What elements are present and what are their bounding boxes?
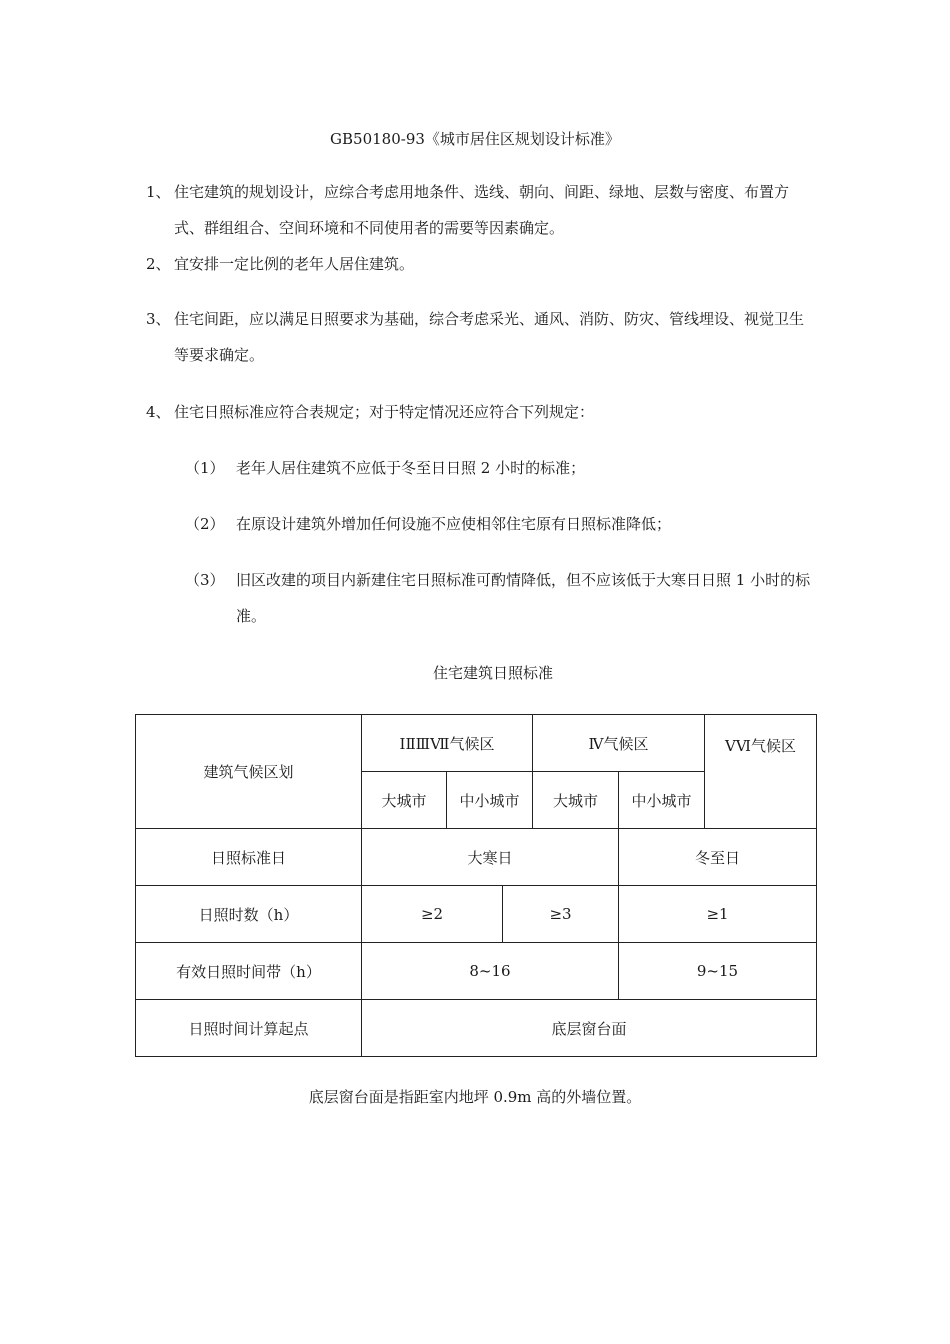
band-a-cell: 8~16 (362, 943, 619, 1000)
table-row (136, 1000, 817, 1057)
list-item-2 (146, 246, 816, 282)
std-day-label-cell: 日照标准日 (136, 829, 362, 886)
zone-label-cell: 建筑气候区划 (136, 715, 362, 829)
list-item-text: 宜安排一定比例的老年人居住建筑。 (174, 255, 415, 273)
list-item-text: 住宅日照标准应符合表规定；对于特定情况还应符合下列规定： (174, 403, 595, 421)
sub-item-number: （1） (185, 459, 225, 477)
table-row (136, 943, 817, 1000)
big-city-b-cell: 大城市 (533, 772, 619, 829)
sunlight-standard-table (135, 714, 817, 1057)
list-item-number: 2、 (146, 255, 171, 273)
band-label-cell: 有效日照时间带（h） (136, 943, 362, 1000)
sub-item-number: （3） (185, 571, 225, 589)
table-row (136, 829, 817, 886)
start-label-cell: 日照时间计算起点 (136, 1000, 362, 1057)
std-day-b-cell: 冬至日 (619, 829, 817, 886)
list-item-3 (146, 301, 816, 373)
big-city-a-cell: 大城市 (362, 772, 447, 829)
table-footnote: 底层窗台面是指距室内地坪 0.9m 高的外墙位置。 (308, 1088, 642, 1106)
sub-item-text: 在原设计建筑外增加任何设施不应使相邻住宅原有日照标准降低； (236, 515, 672, 533)
hours-label-cell: 日照时数（h） (136, 886, 362, 943)
band-b-cell: 9~15 (619, 943, 817, 1000)
sub-item-text: 旧区改建的项目内新建住宅日照标准可酌情降低，但不应该低于大寒日日照 1 小时的标准。 (236, 571, 811, 625)
sub-item-text: 老年人居住建筑不应低于冬至日日照 2 小时的标准； (236, 459, 586, 477)
sub-item-3 (185, 562, 815, 634)
list-item-number: 3、 (146, 310, 171, 328)
table-row (136, 886, 817, 943)
small-city-a-cell: 中小城市 (447, 772, 533, 829)
table-row (136, 715, 817, 772)
list-item-number: 1、 (146, 183, 171, 201)
hours-a-cell: ≥2 (362, 886, 503, 943)
sub-item-number: （2） (185, 515, 225, 533)
start-value-cell: 底层窗台面 (362, 1000, 817, 1057)
hours-c-cell: ≥1 (619, 886, 817, 943)
zone-c-cell: ⅤⅥ气候区 (705, 715, 817, 829)
table-title: 住宅建筑日照标准 (432, 664, 553, 682)
std-day-a-cell: 大寒日 (362, 829, 619, 886)
document-title: GB50180-93《城市居住区规划设计标准》 (330, 130, 620, 148)
hours-b-cell: ≥3 (503, 886, 619, 943)
zone-a-cell: ⅠⅡⅢⅦ气候区 (362, 715, 533, 772)
list-item-number: 4、 (146, 403, 171, 421)
sub-item-1 (185, 450, 815, 486)
sub-item-2 (185, 506, 815, 542)
zone-b-cell: Ⅳ气候区 (533, 715, 705, 772)
list-item-1 (146, 174, 816, 246)
list-item-text: 住宅间距，应以满足日照要求为基础，综合考虑采光、通风、消防、防灾、管线埋设、视觉卫生等要求确定。 (174, 310, 805, 364)
list-item-4 (146, 394, 816, 430)
list-item-text: 住宅建筑的规划设计，应综合考虑用地条件、选线、朝向、间距、绿地、层数与密度、布置方式、群组组合、空间环境和不同使用者的需要等因素确定。 (174, 183, 790, 237)
small-city-b-cell: 中小城市 (619, 772, 705, 829)
